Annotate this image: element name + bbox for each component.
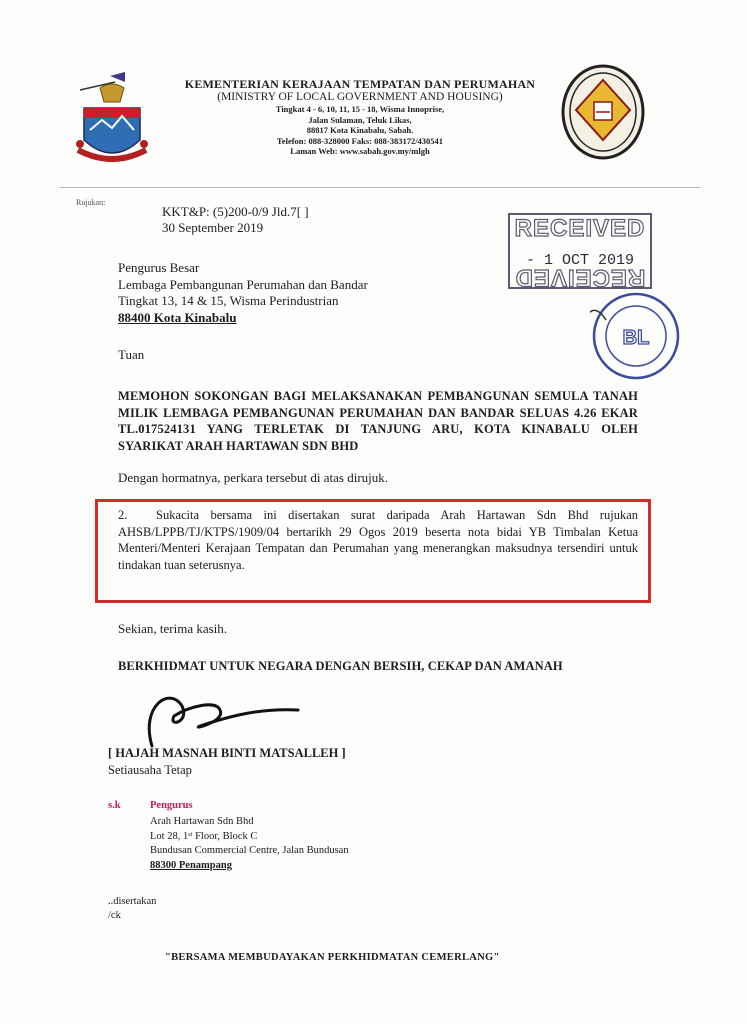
- paragraph-2-text: Sukacita bersama ini disertakan surat daripada Arah Hartawan Sdn Bhd rujukan AHSB/LPPB/TJ/KTPS/1909/04 bertarikh 29 Ogos 2019 beserta nota bidai YB Timbalan Ketua Menteri/Menteri Kerajaan Tempatan dan Perumahan yang menerangkan maksudnya tersendiri untuk tindakan tuan seterusnya.: [118, 508, 638, 572]
- header-divider: [60, 187, 700, 188]
- copy-to-street: Bundusan Commercial Centre, Jalan Bundusan: [150, 845, 349, 856]
- copy-to-prefix: s.k: [108, 800, 121, 811]
- copy-to-address: [150, 815, 349, 873]
- ministry-website: Laman Web: www.sabah.gov.my/mlgh: [290, 146, 430, 156]
- enclosure-line-2: /ck: [108, 910, 121, 921]
- recipient-organisation: Lembaga Pembangunan Perumahan dan Bandar: [118, 276, 368, 292]
- signatory-title: Setiausaha Tetap: [108, 763, 192, 777]
- paragraph-2-number: 2.: [118, 508, 128, 522]
- closing-line: Sekian, terima kasih.: [118, 621, 228, 636]
- copy-to-company: Arah Hartawan Sdn Bhd: [150, 816, 254, 827]
- received-stamp: [505, 210, 655, 292]
- ministry-address-3: 88817 Kota Kinabalu, Sabah.: [306, 125, 414, 135]
- letter-date: 30 September 2019: [162, 220, 264, 235]
- opening-line: Dengan hormatnya, perkara tersebut di atas dirujuk.: [118, 470, 389, 485]
- letterhead: [160, 78, 560, 157]
- recipient-title: Pengurus Besar: [118, 260, 200, 275]
- copy-to-city: 88300 Penampang: [150, 859, 232, 871]
- sabah-crest-logo: [70, 68, 155, 178]
- signatory-name: [ HAJAH MASNAH BINTI MATSALLEH ]: [108, 746, 346, 760]
- motto: BERKHIDMAT UNTUK NEGARA DENGAN BERSIH, CEKAP DAN AMANAH: [118, 659, 563, 673]
- salutation: Tuan: [118, 347, 145, 362]
- recipient-address: [118, 260, 368, 326]
- recipient-city: 88400 Kota Kinabalu: [118, 309, 237, 325]
- recipient-street: Tingkat 13, 14 & 15, Wisma Perindustrian: [118, 293, 339, 308]
- ministry-address-1: Tingkat 4 - 6, 10, 11, 15 - 18, Wisma Innoprise,: [275, 104, 445, 114]
- received-stamp-label-mirror: RECEIVED: [514, 264, 646, 291]
- ministry-name-ms: KEMENTERIAN KERAJAAN TEMPATAN DAN PERUMAHAN: [184, 77, 536, 91]
- ministry-phone-fax: Telefon: 088-328000 Faks: 088-383172/430541: [276, 135, 444, 146]
- svg-text:BL: BL: [622, 327, 650, 349]
- letter-subject: MEMOHON SOKONGAN BAGI MELAKSANAKAN PEMBANGUNAN SEMULA TANAH MILIK LEMBAGA PEMBANGUNAN PERUMAHAN DAN BANDAR SELUAS 4.26 EKAR TL.017524131 YANG TERLETAK DI TANJUNG ARU, KOTA KINABALU OLEH SYARIKAT ARAH HARTAWAN SDN BHD: [118, 389, 638, 453]
- reference-label: Rujukan:: [76, 198, 106, 207]
- office-round-stamp: [590, 290, 682, 382]
- received-stamp-date: - 1 OCT 2019: [525, 252, 635, 269]
- enclosure-line-1: ..disertakan: [108, 896, 157, 907]
- reference-block: [162, 204, 309, 236]
- reference-number: KKT&P: (5)200-0/9 Jld.7[ ]: [162, 204, 309, 219]
- copy-to-lot: Lot 28, 1ˢᵗ Floor, Block C: [150, 830, 258, 842]
- received-stamp-label: RECEIVED: [514, 215, 646, 242]
- enclosure-note: [108, 895, 156, 923]
- copy-to-title: Pengurus: [150, 800, 193, 811]
- ministry-address-2: Jalan Sulaman, Teluk Likas,: [308, 114, 412, 125]
- paragraph-2: [118, 507, 638, 573]
- footer-slogan: "BERSAMA MEMBUDAYAKAN PERKHIDMATAN CEMERLANG": [165, 952, 500, 963]
- ministry-name-en: (MINISTRY OF LOCAL GOVERNMENT AND HOUSING): [217, 91, 503, 103]
- ministry-seal-logo: [560, 62, 646, 162]
